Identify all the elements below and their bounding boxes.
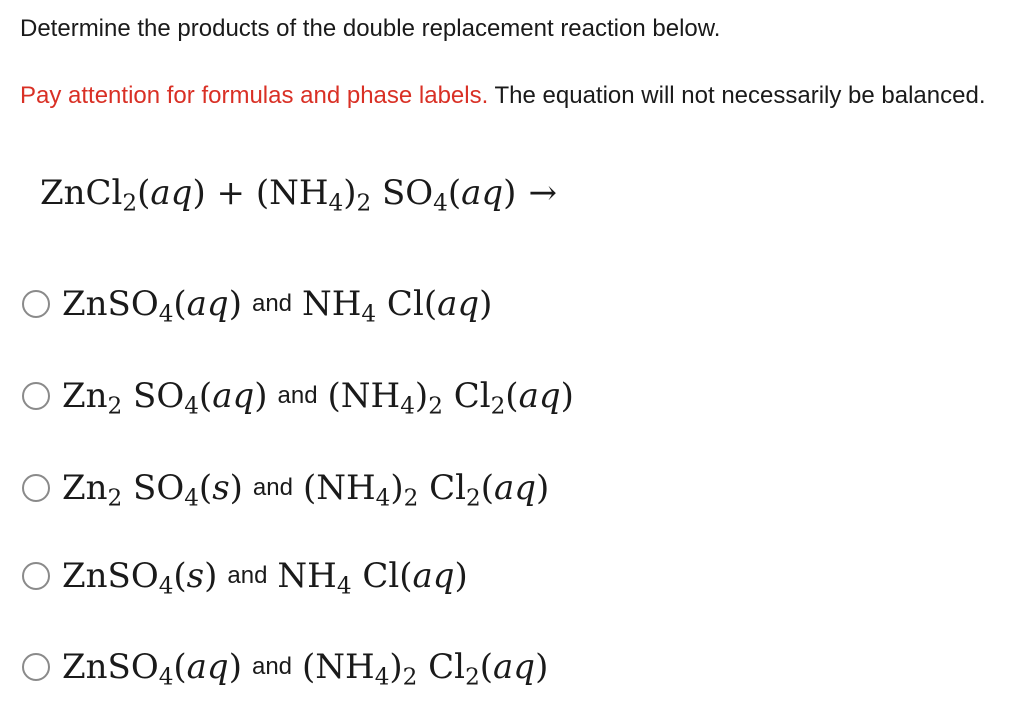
reactant-2: $(NH_4)_2$ $SO_4(aq)$ bbox=[255, 173, 517, 217]
instruction-highlight: Pay attention for formulas and phase labels. bbox=[20, 82, 489, 109]
and-connector: and bbox=[251, 290, 293, 317]
choice-formula: $Zn_2$ $SO_4(aq)$ and $(NH_4)_2$ $Cl_2(aq)$ bbox=[62, 376, 574, 420]
answer-choice-2[interactable] bbox=[22, 372, 574, 420]
reaction-equation bbox=[40, 170, 557, 216]
question-prompt: Determine the products of the double replacement reaction below. bbox=[20, 15, 721, 42]
and-connector: and bbox=[277, 382, 318, 409]
answer-choice-1[interactable] bbox=[22, 280, 492, 328]
instructions bbox=[20, 78, 1000, 113]
choice-formula: ZnSO$_4$(s) and $NH_4$ Cl(aq) bbox=[62, 556, 468, 600]
choice-formula: ZnSO$_4$(aq) and $(NH_4)_2$ $Cl_2(aq)$ bbox=[62, 647, 549, 691]
radio-button[interactable] bbox=[22, 474, 50, 502]
radio-button[interactable] bbox=[22, 290, 50, 318]
answer-choice-3[interactable] bbox=[22, 464, 549, 512]
choice-formula: $Zn_2$ $SO_4(s)$ and $(NH_4)_2$ $Cl_2(aq)$ bbox=[62, 468, 550, 512]
choice-formula: ZnSO$_4$(aq) and $NH_4$ Cl(aq) bbox=[62, 284, 493, 328]
reaction-arrow: → bbox=[528, 173, 557, 213]
radio-button[interactable] bbox=[22, 562, 50, 590]
plus-sign: + bbox=[216, 173, 246, 213]
answer-choice-5[interactable] bbox=[22, 643, 548, 691]
and-connector: and bbox=[227, 562, 268, 589]
and-connector: and bbox=[251, 653, 293, 680]
instruction-rest: The equation will not necessarily be balanced. bbox=[488, 82, 986, 109]
radio-button[interactable] bbox=[22, 382, 50, 410]
reactant-1: ZnCl$_2$(aq) bbox=[40, 173, 206, 217]
radio-button[interactable] bbox=[22, 653, 50, 681]
answer-choice-4[interactable] bbox=[22, 552, 468, 600]
and-connector: and bbox=[252, 474, 293, 501]
